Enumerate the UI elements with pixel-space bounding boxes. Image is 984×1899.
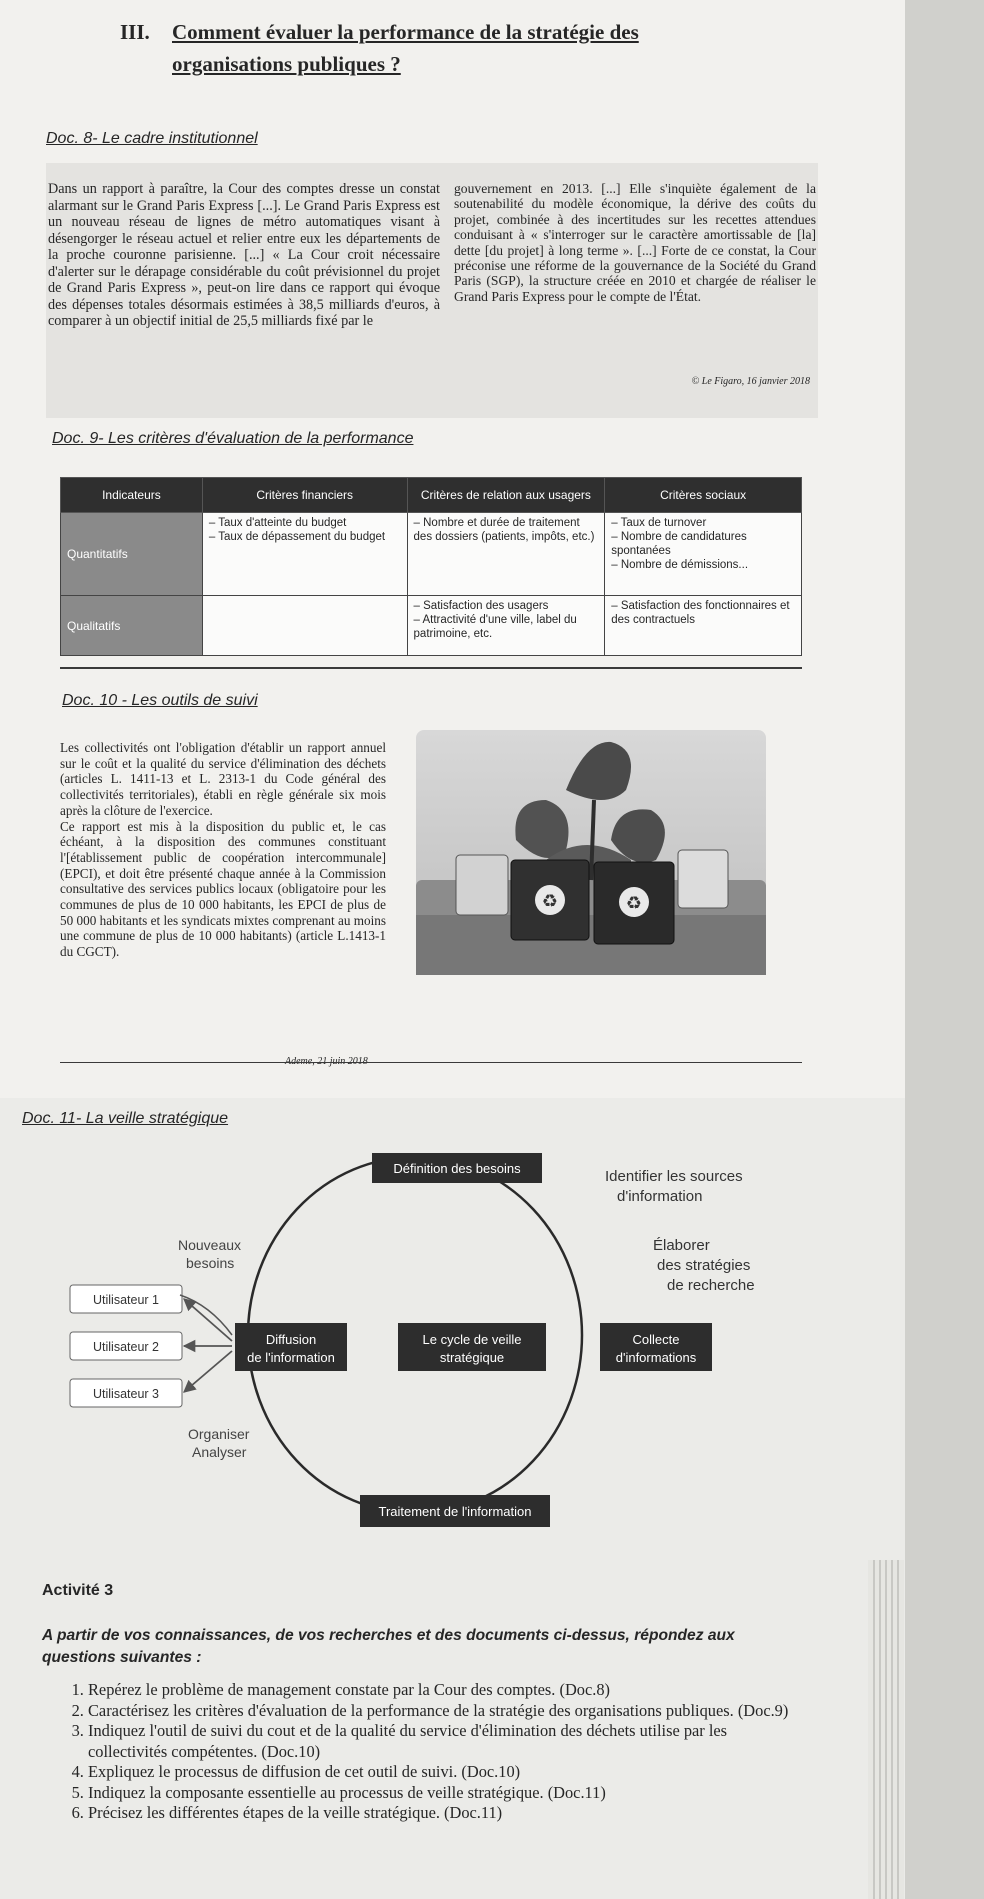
question-item: 6. Précisez les différentes étapes de la veille stratégique. (Doc.11) (88, 1803, 798, 1824)
table-cell: – Satisfaction des usagers – Attractivité d'une ville, label du patrimoine, etc. (407, 596, 605, 656)
question-item: 5. Indiquez la composante essentielle au processus de veille stratégique. (Doc.11) (88, 1783, 798, 1804)
arrow-to-user-3 (184, 1351, 232, 1392)
question-item: 4. Expliquez le processus de diffusion de cet outil de suivi. (Doc.10) (88, 1762, 798, 1783)
page-edge-stack (868, 1560, 904, 1899)
bottom-box-label: Traitement de l'information (378, 1504, 532, 1519)
elaborate-line-2: des stratégies (657, 1257, 751, 1274)
table-cell: – Nombre et durée de traitement des dossiers (patients, impôts, etc.) (407, 513, 605, 596)
new-needs-line-2: besoins (186, 1255, 235, 1271)
row-label: Quantitatifs (61, 513, 203, 596)
user-2-label: Utilisateur 2 (93, 1340, 159, 1354)
section-title-line-2: organisations publiques ? (172, 52, 401, 76)
center-label-line-2: stratégique (439, 1350, 505, 1365)
center-label-line-1: Le cycle de veille (422, 1332, 522, 1347)
elaborate-line-3: de recherche (667, 1277, 755, 1294)
recycling-bins-photo (416, 730, 766, 975)
top-box (372, 1153, 542, 1183)
left-box (235, 1323, 347, 1371)
doc8-article (46, 163, 818, 418)
doc9-divider (60, 667, 802, 669)
table-cell: – Satisfaction des fonctionnaires et des contractuels (605, 596, 802, 656)
right-box-line-2: d'informations (615, 1350, 697, 1365)
table-header: Critères de relation aux usagers (407, 478, 605, 513)
user-1-box (70, 1285, 182, 1313)
doc11-heading: Doc. 11- La veille stratégique (22, 1110, 229, 1127)
table-cell: – Taux de turnover – Nombre de candidatures spontanées – Nombre de démissions... (605, 513, 802, 596)
organize-line-1: Organiser (188, 1426, 250, 1442)
criteria-table (60, 477, 802, 656)
top-box-label: Définition des besoins (393, 1161, 521, 1176)
right-box-line-1: Collecte (632, 1332, 680, 1347)
doc10-divider (60, 1062, 802, 1063)
elaborate-line-1: Élaborer (653, 1237, 710, 1254)
table-header: Critères financiers (202, 478, 407, 513)
doc10-heading: Doc. 10 - Les outils de suivi (62, 692, 258, 709)
svg-text:♻: ♻ (625, 893, 643, 914)
section-number: III. (120, 20, 150, 44)
doc8-source: © Le Figaro, 16 janvier 2018 (691, 376, 810, 387)
user-3-box (70, 1379, 182, 1407)
right-box (600, 1323, 712, 1371)
organize-line-2: Analyser (192, 1444, 247, 1460)
section-title-line-1: Comment évaluer la performance de la stratégie des (172, 20, 639, 44)
page-margin (905, 0, 984, 1899)
strategic-watch-cycle-diagram (60, 1145, 810, 1540)
bottom-box (360, 1495, 550, 1527)
doc8-column-1: Dans un rapport à paraître, la Cour des comptes dresse un constat alarmant sur le Grand Paris Express [...]. Le Grand Paris Express est un nouveau réseau de lignes de métro automatiques visant à désengorger le réseau actuel et relier entre eux les départements de la proche couronne parisienne. [...] « La Cour croit nécessaire d'alerter sur le dérapage considérable du coût prévisionnel du projet de Grand Paris Express », peut-on lire dans ce rapport qui évoque des dépenses totales désormais estimées à 38,5 milliards d'euros, à comparer à un objectif initial de 25,5 milliards fixé par le (48, 181, 440, 329)
user-2-box (70, 1332, 182, 1360)
table-header: Critères sociaux (605, 478, 802, 513)
doc8-heading: Doc. 8- Le cadre institutionnel (46, 130, 258, 147)
doc10-text: Les collectivités ont l'obligation d'établir un rapport annuel sur le coût et la qualité du service d'élimination des déchets (articles L. 1411-13 et L. 2313-1 du Code général des collectivités territoriales), établi en règle générale six mois après la clôture de l'exercice. Ce rapport est mis à la disposition du public et, le cas échéant, à la disposition des communes constituant l'[établissement public de coopération intercommunale] (EPCI), et doit être présenté chaque année à la Commission consultative des services publics locaux (obligatoire pour les communes de plus de 10 000 habitants, les EPCI de plus de 50 000 habitants et les syndicats mixtes comprenant au moins une commune de plus de 10 000 habitants) (article L.1413-1 du CGCT). (60, 740, 386, 960)
arrow-to-user-1 (184, 1299, 232, 1341)
doc8-column-2: gouvernement en 2013. [...] Elle s'inquiète également de la soutenabilité du modèle économique, la dérive des coûts du projet, combinée à des incertitudes sur les recettes attendues conduisant à « s'interroger sur le caractère amortissable de [la] dette [du projet] à long terme ». [...] Forte de ce constat, la Cour préconise une réforme de la gouvernance de la Société du Grand Paris (SGP), la structure créée en 2010 et chargée de réaliser le Grand Paris Express pour le compte de l'État. (454, 181, 816, 304)
table-row (61, 513, 802, 596)
user-3-label: Utilisateur 3 (93, 1387, 159, 1401)
center-box (398, 1323, 546, 1371)
table-cell: – Taux d'atteinte du budget – Taux de dépassement du budget (202, 513, 407, 596)
questions-list (64, 1680, 798, 1824)
question-item: 2. Caractérisez les critères d'évaluation de la performance de la stratégie des organisations publiques. (Doc.9) (88, 1701, 798, 1722)
activity-intro: A partir de vos connaissances, de vos recherches et des documents ci-dessus, répondez aux questions suivantes : (42, 1627, 735, 1666)
row-label: Qualitatifs (61, 596, 203, 656)
new-needs-line-1: Nouveaux (178, 1237, 242, 1253)
left-box-line-1: Diffusion (265, 1332, 317, 1347)
identify-line-2: d'information (617, 1188, 703, 1205)
identify-line-1: Identifier les sources (605, 1168, 743, 1185)
table-header: Indicateurs (61, 478, 203, 513)
table-header-row (61, 478, 802, 513)
left-box-line-2: de l'information (247, 1350, 335, 1365)
activity-title: Activité 3 (42, 1582, 114, 1599)
question-item: 1. Repérez le problème de management constate par la Cour des comptes. (Doc.8) (88, 1680, 798, 1701)
svg-text:♻: ♻ (541, 891, 559, 912)
table-row (61, 596, 802, 656)
user-1-label: Utilisateur 1 (93, 1293, 159, 1307)
table-cell (202, 596, 407, 656)
feedback-arrow (180, 1295, 232, 1335)
question-item: 3. Indiquez l'outil de suivi du cout et de la qualité du service d'élimination des déchets utilise par les collectivités compétentes. (Doc.10) (88, 1721, 798, 1762)
doc9-heading: Doc. 9- Les critères d'évaluation de la performance (52, 430, 414, 447)
